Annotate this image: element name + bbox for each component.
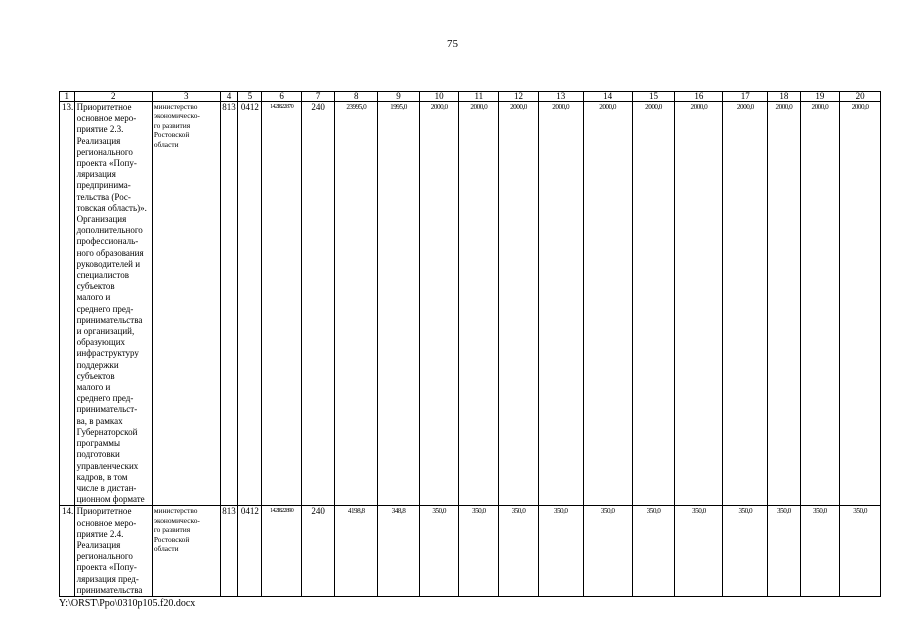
year-value: 2000,0 <box>583 102 632 506</box>
year-value: 2000,0 <box>723 102 768 506</box>
header-cell: 16 <box>675 92 723 102</box>
header-cell: 3 <box>152 92 220 102</box>
vr-code: 240 <box>301 506 334 597</box>
grbs-code: 813 <box>220 102 238 506</box>
year-value: 2000,0 <box>840 102 881 506</box>
header-cell: 5 <box>238 92 262 102</box>
row-number: 14. <box>60 506 75 597</box>
vr-code: 240 <box>301 102 334 506</box>
year-value: 350,0 <box>723 506 768 597</box>
row-number: 13. <box>60 102 75 506</box>
executor: министерство экономическо- го развития Ростовской области <box>152 102 220 506</box>
year-value: 2000,0 <box>499 102 539 506</box>
header-cell: 4 <box>220 92 238 102</box>
year-value: 348,8 <box>378 506 420 597</box>
year-value: 350,0 <box>538 506 583 597</box>
header-cell: 17 <box>723 92 768 102</box>
header-cell: 6 <box>262 92 302 102</box>
year-value: 350,0 <box>459 506 499 597</box>
year-value: 2000,0 <box>675 102 723 506</box>
header-cell: 20 <box>840 92 881 102</box>
csr-code: 142I822870 <box>262 102 302 506</box>
budget-table <box>59 91 881 597</box>
grbs-code: 813 <box>220 506 238 597</box>
header-cell: 19 <box>800 92 840 102</box>
year-value: 1995,0 <box>378 102 420 506</box>
activity-name: Приоритетное основное меро- приятие 2.4. Реализация регионального проекта «Попу- ляризация пред- принимательства <box>74 506 152 597</box>
header-cell: 15 <box>632 92 675 102</box>
year-value: 350,0 <box>583 506 632 597</box>
year-value: 350,0 <box>632 506 675 597</box>
csr-code: 142I822890 <box>262 506 302 597</box>
document-file-path: Y:\ORST\Ppo\0310p105.f20.docx <box>59 598 196 609</box>
year-value: 2000,0 <box>538 102 583 506</box>
year-value: 2000,0 <box>768 102 800 506</box>
year-value: 2000,0 <box>632 102 675 506</box>
header-cell: 12 <box>499 92 539 102</box>
rzpr-code: 0412 <box>238 102 262 506</box>
header-cell: 2 <box>74 92 152 102</box>
total-value: 4198,8 <box>335 506 378 597</box>
table-row <box>60 506 881 597</box>
year-value: 2000,0 <box>419 102 459 506</box>
executor: министерство экономическо- го развития Ростовской области <box>152 506 220 597</box>
year-value: 350,0 <box>768 506 800 597</box>
header-cell: 13 <box>538 92 583 102</box>
year-value: 2000,0 <box>459 102 499 506</box>
header-cell: 18 <box>768 92 800 102</box>
year-value: 350,0 <box>675 506 723 597</box>
page-number: 75 <box>447 38 458 50</box>
year-value: 2000,0 <box>800 102 840 506</box>
table-row <box>60 102 881 506</box>
year-value: 350,0 <box>419 506 459 597</box>
activity-name: Приоритетное основное меро- приятие 2.3. Реализация регионального проекта «Попу- ляризация предпринима- тельства (Рос- товская область)». Организация дополнительного профессиональ- ного образования руководителей и специалистов субъектов малого и среднего пред- принимательства и организаций, образующих инфраструктуру поддержки субъектов малого и среднего пред- принимательст- ва, в рамках Губернаторской программы подготовки управленческих кадров, в том числе в дистан- ционном формате <box>74 102 152 506</box>
year-value: 350,0 <box>499 506 539 597</box>
header-cell: 9 <box>378 92 420 102</box>
total-value: 23995,0 <box>335 102 378 506</box>
rzpr-code: 0412 <box>238 506 262 597</box>
header-cell: 1 <box>60 92 75 102</box>
header-cell: 10 <box>419 92 459 102</box>
header-cell: 7 <box>301 92 334 102</box>
header-cell: 14 <box>583 92 632 102</box>
header-cell: 8 <box>335 92 378 102</box>
year-value: 350,0 <box>840 506 881 597</box>
year-value: 350,0 <box>800 506 840 597</box>
header-cell: 11 <box>459 92 499 102</box>
column-number-row <box>60 92 881 102</box>
